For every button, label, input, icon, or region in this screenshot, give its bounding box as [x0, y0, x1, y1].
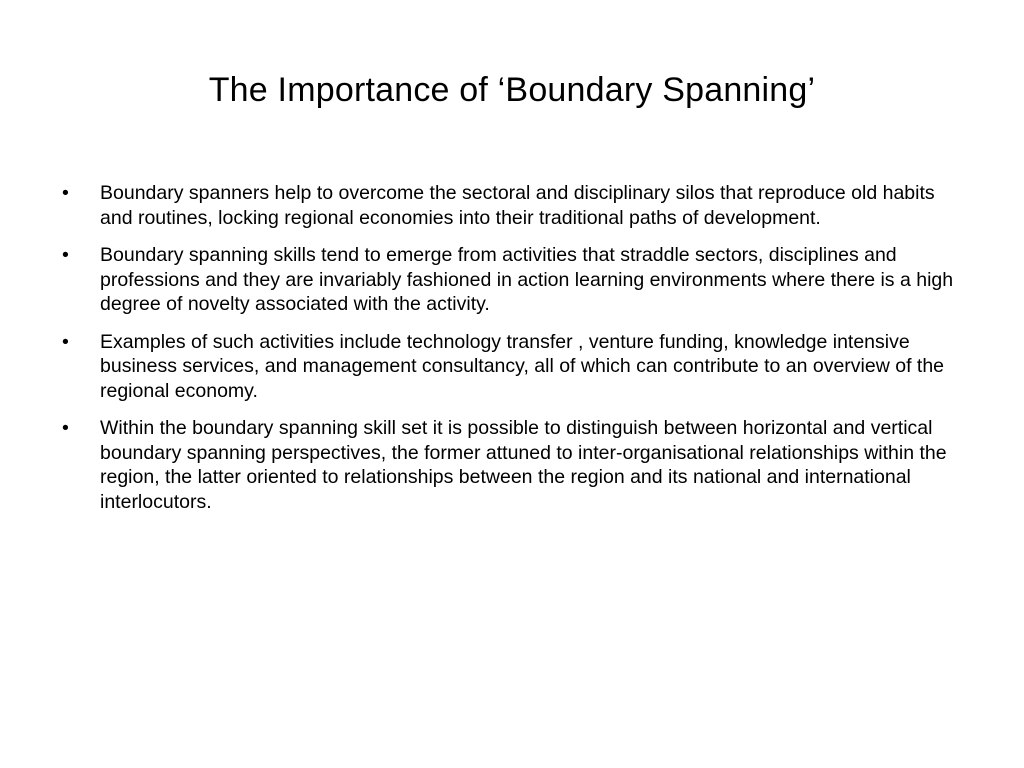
bullet-item — [60, 416, 970, 514]
slide-title: The Importance of ‘Boundary Spanning’ — [208, 71, 816, 109]
bullet-list — [60, 181, 970, 527]
bullet-text: Within the boundary spanning skill set it is possible to distinguish between horizontal and vertical boundary spanning perspectives, the former attuned to inter-organisational relationships within the region, the latter oriented to relationships between the region and its national and international interlocutors. — [100, 417, 947, 513]
bullet-text: Examples of such activities include technology transfer , venture funding, knowledge intensive business services, and management consultancy, all of which can contribute to an overview of the regional economy. — [100, 330, 945, 402]
bullet-text: Boundary spanners help to overcome the sectoral and disciplinary silos that reproduce old habits and routines, locking regional economies into their traditional paths of development. — [100, 182, 935, 229]
bullet-item — [60, 181, 970, 230]
bullet-item — [60, 330, 970, 404]
bullet-icon: • — [62, 330, 69, 353]
bullet-text: Boundary spanning skills tend to emerge from activities that straddle sectors, disciplines and professions and they are invariably fashioned in action learning environments where there is a high degree of novelty associated with the activity. — [100, 244, 954, 315]
bullet-item — [60, 243, 970, 317]
bullet-icon: • — [62, 182, 69, 204]
bullet-icon: • — [62, 417, 69, 439]
bullet-icon: • — [62, 244, 69, 266]
